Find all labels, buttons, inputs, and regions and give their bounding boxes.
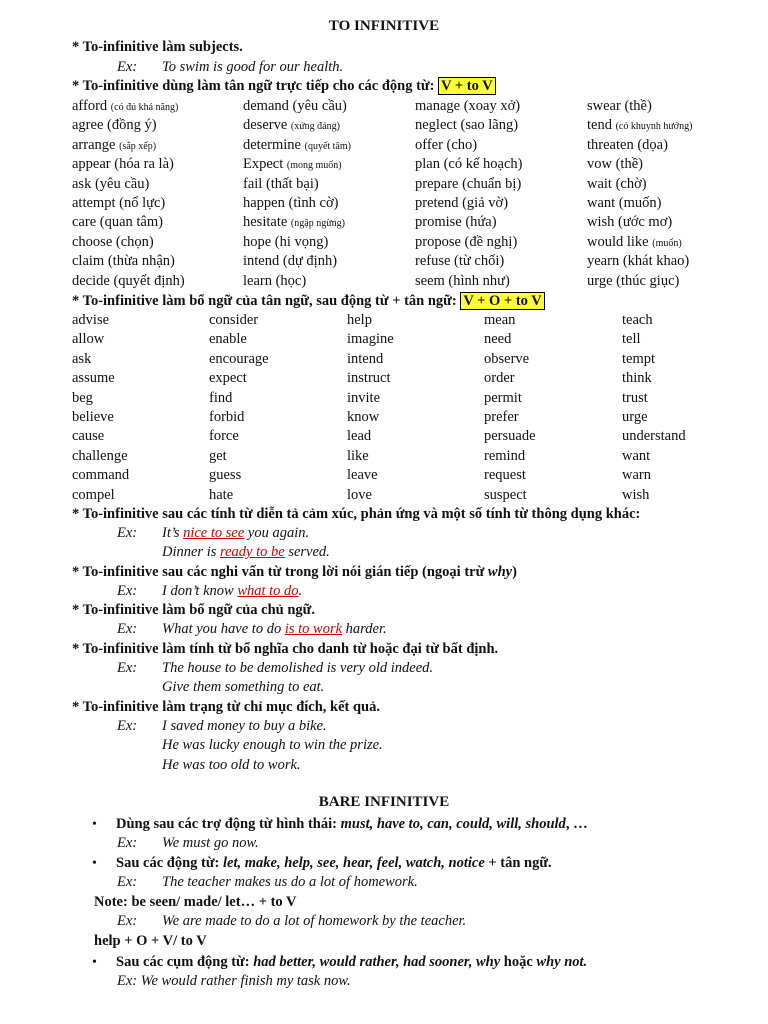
verb-item: love — [347, 486, 372, 503]
verb-row — [72, 311, 762, 330]
example-label: Ex: — [117, 874, 138, 890]
verb-row — [72, 330, 762, 349]
verb-item: force — [209, 428, 239, 445]
verb-row — [72, 213, 762, 232]
section-question-words: * To-infinitive sau các nghi vấn từ trong lời nói gián tiếp (ngoại trừ why) — [72, 564, 517, 580]
verb-row — [72, 369, 762, 388]
verb-item: command — [72, 467, 130, 484]
verb-item: determine (quyết tâm) — [243, 136, 351, 153]
verb-item: need — [484, 331, 512, 348]
verb-item: arrange (sắp xếp) — [72, 136, 157, 153]
example-text: The house to be demolished is very old indeed. — [162, 660, 434, 676]
example-label: Ex: — [117, 583, 138, 599]
verb-item: warn — [622, 467, 651, 484]
verb-item: get — [209, 447, 227, 464]
verb-item: permit — [484, 389, 522, 406]
bullet-icon: • — [92, 955, 97, 970]
to-infinitive-title: TO INFINITIVE — [328, 18, 440, 34]
verb-item: request — [484, 467, 526, 484]
verb-item: invite — [347, 389, 381, 406]
example-text: It’s nice to see you again. — [162, 525, 310, 541]
verb-item: neglect (sao lãng) — [415, 117, 519, 134]
verb-row — [72, 136, 762, 155]
bare-infinitive-title: BARE INFINITIVE — [318, 794, 450, 810]
verb-item: enable — [209, 331, 247, 348]
verb-item: forbid — [209, 408, 245, 425]
verb-row — [72, 408, 762, 427]
verb-item: hate — [209, 486, 234, 503]
verb-row — [72, 272, 762, 291]
bullet-icon: • — [92, 817, 97, 832]
verb-item: Expect (mong muốn) — [243, 156, 342, 173]
example-label: Ex: — [117, 718, 138, 734]
verb-item: hope (hi vọng) — [243, 233, 329, 250]
verb-row — [72, 486, 762, 505]
verb-row — [72, 389, 762, 408]
verb-row — [72, 155, 762, 174]
verb-item: want (muốn) — [587, 194, 662, 211]
verb-item: beg — [72, 389, 93, 406]
verb-item: cause — [72, 428, 105, 445]
verb-item: promise (hứa) — [415, 214, 497, 231]
verb-list-to-v — [72, 97, 762, 291]
example-text: Dinner is ready to be served. — [162, 544, 330, 560]
verb-list-v-o-to-v — [72, 311, 762, 505]
verb-item: wish (ước mơ) — [587, 214, 673, 231]
verb-item: want — [622, 447, 651, 464]
verb-item: trust — [622, 389, 648, 406]
section-text: * To-infinitive làm bổ ngữ của tân ngữ, sau động từ + tân ngữ: — [72, 293, 457, 309]
example-text: The teacher makes us do a lot of homework. — [162, 874, 418, 890]
verb-item: propose (đề nghị) — [415, 233, 518, 250]
verb-item: pretend (giả vờ) — [415, 194, 509, 211]
verb-item: swear (thề) — [587, 98, 652, 114]
example-label: Ex: — [117, 525, 138, 541]
verb-item: consider — [209, 312, 259, 328]
example-text: He was too old to work. — [162, 757, 301, 773]
bare-phrasal-verbs: Sau các cụm động từ: had better, would rather, had sooner, why hoặc why not. — [116, 954, 588, 970]
verb-item: observe — [484, 350, 530, 367]
verb-item: mean — [484, 312, 516, 328]
verb-item: refuse (từ chối) — [415, 253, 505, 270]
verb-item: learn (học) — [243, 272, 307, 289]
verb-item: offer (cho) — [415, 136, 478, 153]
verb-item: prefer — [484, 408, 519, 425]
verb-item: yearn (khát khao) — [587, 253, 690, 270]
verb-item: wish — [622, 486, 650, 503]
verb-item: urge — [622, 408, 648, 425]
verb-item: imagine — [347, 331, 394, 348]
verb-item: attempt (nổ lực) — [72, 194, 166, 211]
help-line: help + O + V/ to V — [94, 933, 207, 949]
verb-item: ask — [72, 350, 92, 367]
example-label: Ex: — [117, 835, 138, 851]
example-text: Give them something to eat. — [162, 679, 325, 695]
verb-item: compel — [72, 486, 115, 503]
verb-item: persuade — [484, 428, 536, 445]
section-subjects: * To-infinitive làm subjects. — [72, 39, 243, 55]
example-label: Ex: — [117, 660, 138, 676]
verb-item: order — [484, 370, 515, 387]
example-label: Ex: — [117, 621, 138, 637]
verb-item: lead — [347, 428, 372, 445]
verb-row — [72, 116, 762, 135]
verb-item: happen (tình cờ) — [243, 194, 339, 211]
example-text: He was lucky enough to win the prize. — [162, 737, 383, 753]
example-text: We are made to do a lot of homework by the teacher. — [162, 913, 467, 929]
verb-item: challenge — [72, 447, 128, 464]
example-label: Ex: — [117, 59, 138, 75]
verb-item: intend — [347, 350, 384, 367]
verb-item: know — [347, 408, 380, 425]
verb-item: hesitate (ngập ngừng) — [243, 214, 345, 231]
verb-item: help — [347, 312, 372, 328]
verb-item: demand (yêu cầu) — [243, 98, 347, 114]
verb-item: encourage — [209, 350, 269, 367]
example-label: Ex: — [117, 913, 138, 929]
verb-item: prepare (chuẩn bị) — [415, 175, 522, 192]
example-text: I saved money to buy a bike. — [162, 718, 327, 734]
example-text: To swim is good for our health. — [162, 59, 344, 75]
verb-item: suspect — [484, 486, 527, 503]
verb-item: tend (có khuynh hướng) — [587, 117, 693, 134]
section-adjective-modifier: * To-infinitive làm tính từ bổ nghĩa cho danh từ hoặc đại từ bất định. — [72, 641, 499, 657]
verb-item: wait (chờ) — [587, 175, 647, 192]
verb-item: allow — [72, 331, 105, 348]
section-direct-object — [72, 77, 496, 96]
verb-item: threaten (dọa) — [587, 136, 668, 153]
example-text: I don’t know what to do. — [162, 583, 303, 599]
verb-item: choose (chọn) — [72, 233, 154, 250]
bare-causative-verbs: Sau các động từ: let, make, help, see, hear, feel, watch, notice + tân ngữ. — [116, 855, 552, 871]
verb-item: decide (quyết định) — [72, 272, 185, 289]
verb-row — [72, 194, 762, 213]
bullet-icon: • — [92, 856, 97, 871]
verb-item: believe — [72, 408, 114, 425]
verb-item: remind — [484, 447, 526, 464]
bare-modal-verbs: Dùng sau các trợ động từ hình thái: must, have to, can, could, will, should, … — [116, 816, 588, 832]
section-text: * To-infinitive dùng làm tân ngữ trực tiếp cho các động từ: — [72, 78, 435, 94]
verb-item: instruct — [347, 370, 391, 387]
verb-row — [72, 466, 762, 485]
note-line: Note: be seen/ made/ let… + to V — [94, 894, 297, 910]
verb-item: care (quan tâm) — [72, 214, 163, 231]
formula-highlight: V + to V — [438, 77, 496, 95]
example-text: We must go now. — [162, 835, 259, 851]
verb-item: expect — [209, 370, 247, 387]
verb-item: advise — [72, 312, 110, 328]
verb-item: agree (đồng ý) — [72, 117, 157, 134]
verb-item: plan (có kế hoạch) — [415, 156, 523, 173]
verb-item: leave — [347, 467, 378, 484]
verb-item: guess — [209, 467, 242, 484]
verb-row — [72, 427, 762, 446]
verb-row — [72, 233, 762, 252]
section-subject-complement: * To-infinitive làm bổ ngữ của chủ ngữ. — [72, 602, 316, 618]
section-adverb-purpose: * To-infinitive làm trạng từ chỉ mục đích, kết quả. — [72, 699, 380, 715]
verb-item: vow (thề) — [587, 156, 643, 173]
verb-row — [72, 97, 762, 116]
verb-item: ask (yêu cầu) — [72, 175, 150, 192]
section-object-complement — [72, 292, 545, 311]
verb-item: deserve (xứng đáng) — [243, 117, 340, 134]
verb-item: fail (thất bại) — [243, 175, 319, 192]
verb-item: teach — [622, 312, 653, 328]
example-text: Ex: We would rather finish my task now. — [117, 973, 351, 989]
verb-item: intend (dự định) — [243, 253, 338, 270]
section-adjectives: * To-infinitive sau các tính từ diễn tả cảm xúc, phản ứng và một số tính từ thông dụng khác: — [72, 506, 641, 522]
verb-item: find — [209, 389, 233, 406]
verb-item: understand — [622, 428, 686, 445]
verb-item: claim (thừa nhận) — [72, 253, 175, 270]
verb-row — [72, 252, 762, 271]
verb-item: tempt — [622, 350, 656, 367]
verb-item: urge (thúc giục) — [587, 272, 680, 289]
formula-highlight: V + O + to V — [460, 292, 544, 310]
example-text: What you have to do is to work harder. — [162, 621, 387, 637]
verb-item: tell — [622, 331, 641, 348]
verb-item: would like (muốn) — [587, 233, 682, 250]
verb-item: seem (hình như) — [415, 272, 510, 289]
verb-row — [72, 175, 762, 194]
verb-item: afford (có đủ khả năng) — [72, 98, 179, 114]
verb-item: assume — [72, 370, 115, 387]
verb-item: manage (xoay xở) — [415, 98, 521, 114]
verb-row — [72, 350, 762, 369]
verb-row — [72, 447, 762, 466]
verb-item: appear (hóa ra là) — [72, 156, 174, 173]
verb-item: like — [347, 447, 369, 464]
verb-item: think — [622, 370, 652, 387]
